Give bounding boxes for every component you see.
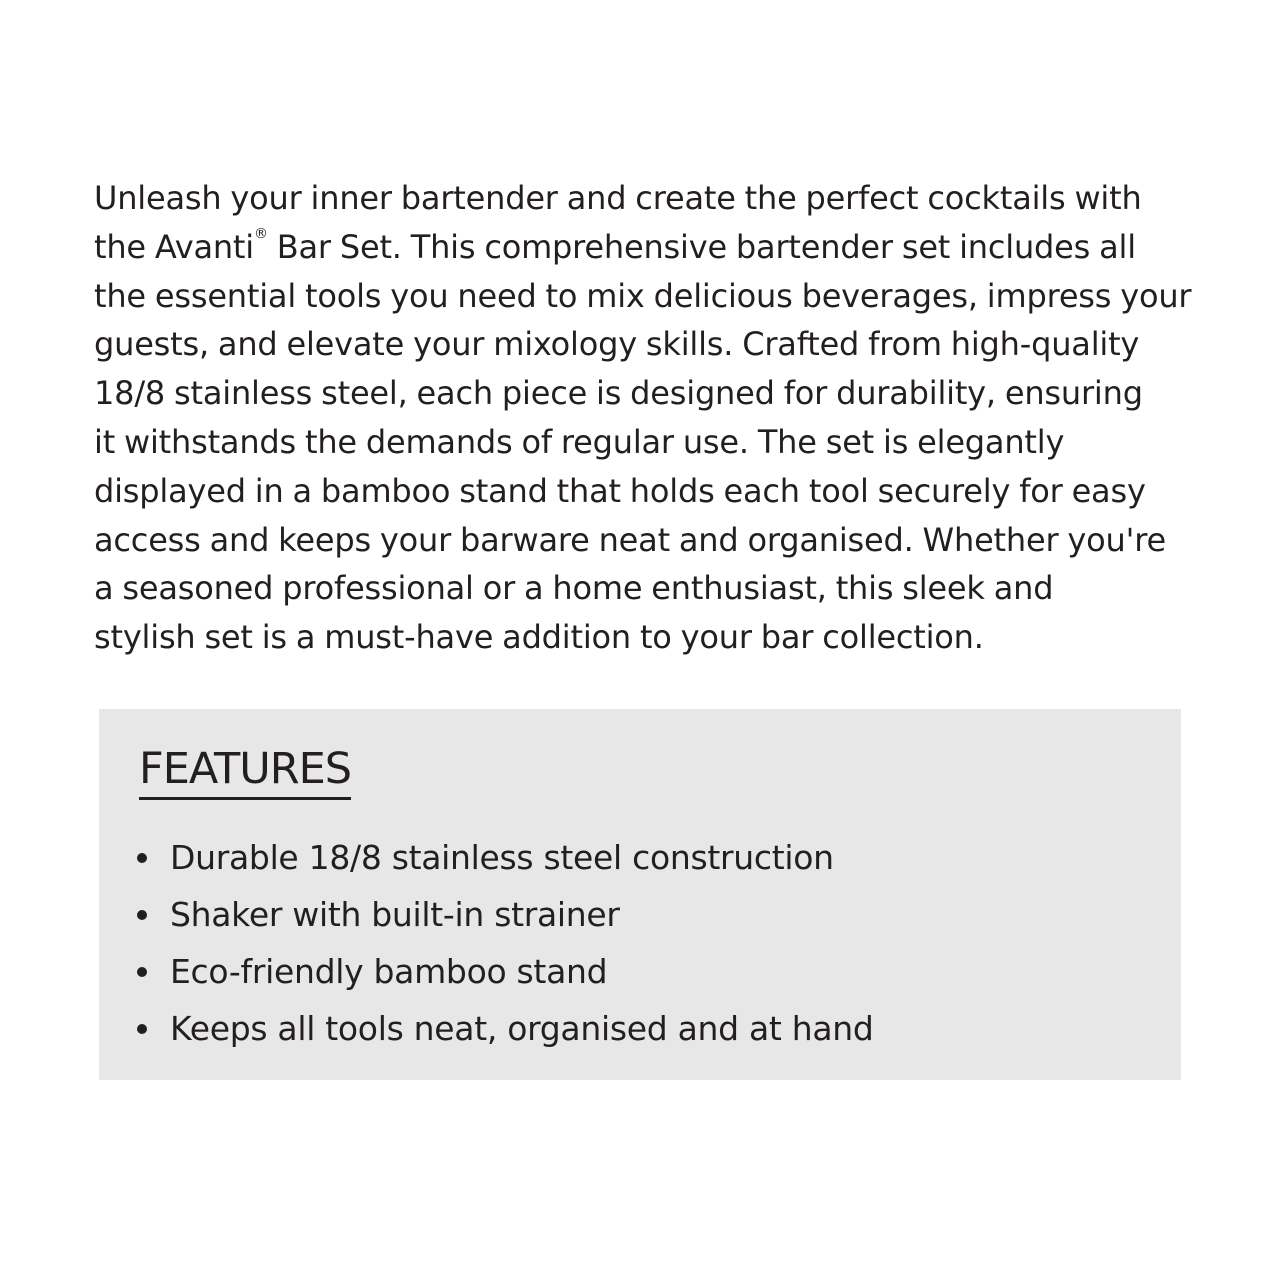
features-list	[137, 829, 874, 1057]
feature-item	[137, 1000, 874, 1057]
registered-trademark-symbol: ®	[253, 225, 268, 242]
description-line: guests, and elevate your mixology skills. Crafted from high-quality	[94, 325, 1140, 364]
feature-item-text: Shaker with built-in strainer	[170, 894, 620, 934]
description-line: the essential tools you need to mix delicious beverages, impress your	[94, 276, 1192, 315]
feature-item	[137, 886, 874, 943]
features-panel	[99, 709, 1181, 1080]
description-line: stylish set is a must-have addition to your bar collection.	[94, 618, 984, 657]
description-line	[94, 223, 1184, 272]
description-line: 18/8 stainless steel, each piece is designed for durability, ensuring	[94, 374, 1143, 413]
features-heading: FEATURES	[139, 743, 351, 800]
description-line: access and keeps your barware neat and organised. Whether you're	[94, 520, 1166, 559]
product-description	[94, 174, 1192, 662]
bullet-icon	[137, 967, 147, 977]
description-line: it withstands the demands of regular use. The set is elegantly	[94, 422, 1065, 461]
description-text: the Avanti	[94, 227, 254, 266]
bullet-icon	[137, 853, 147, 863]
description-line: a seasoned professional or a home enthusiast, this sleek and	[94, 569, 1054, 608]
description-line: Unleash your inner bartender and create the perfect cocktails with	[94, 179, 1142, 217]
feature-item-text: Eco-friendly bamboo stand	[170, 951, 608, 991]
bullet-icon	[137, 1024, 147, 1034]
feature-item-text: Keeps all tools neat, organised and at hand	[170, 1008, 874, 1048]
feature-item-text: Durable 18/8 stainless steel construction	[170, 837, 834, 877]
description-text: Bar Set. This comprehensive bartender set includes all	[267, 227, 1136, 266]
bullet-icon	[137, 910, 147, 920]
feature-item	[137, 829, 874, 886]
feature-item	[137, 943, 874, 1000]
description-line: displayed in a bamboo stand that holds each tool securely for easy	[94, 471, 1146, 510]
